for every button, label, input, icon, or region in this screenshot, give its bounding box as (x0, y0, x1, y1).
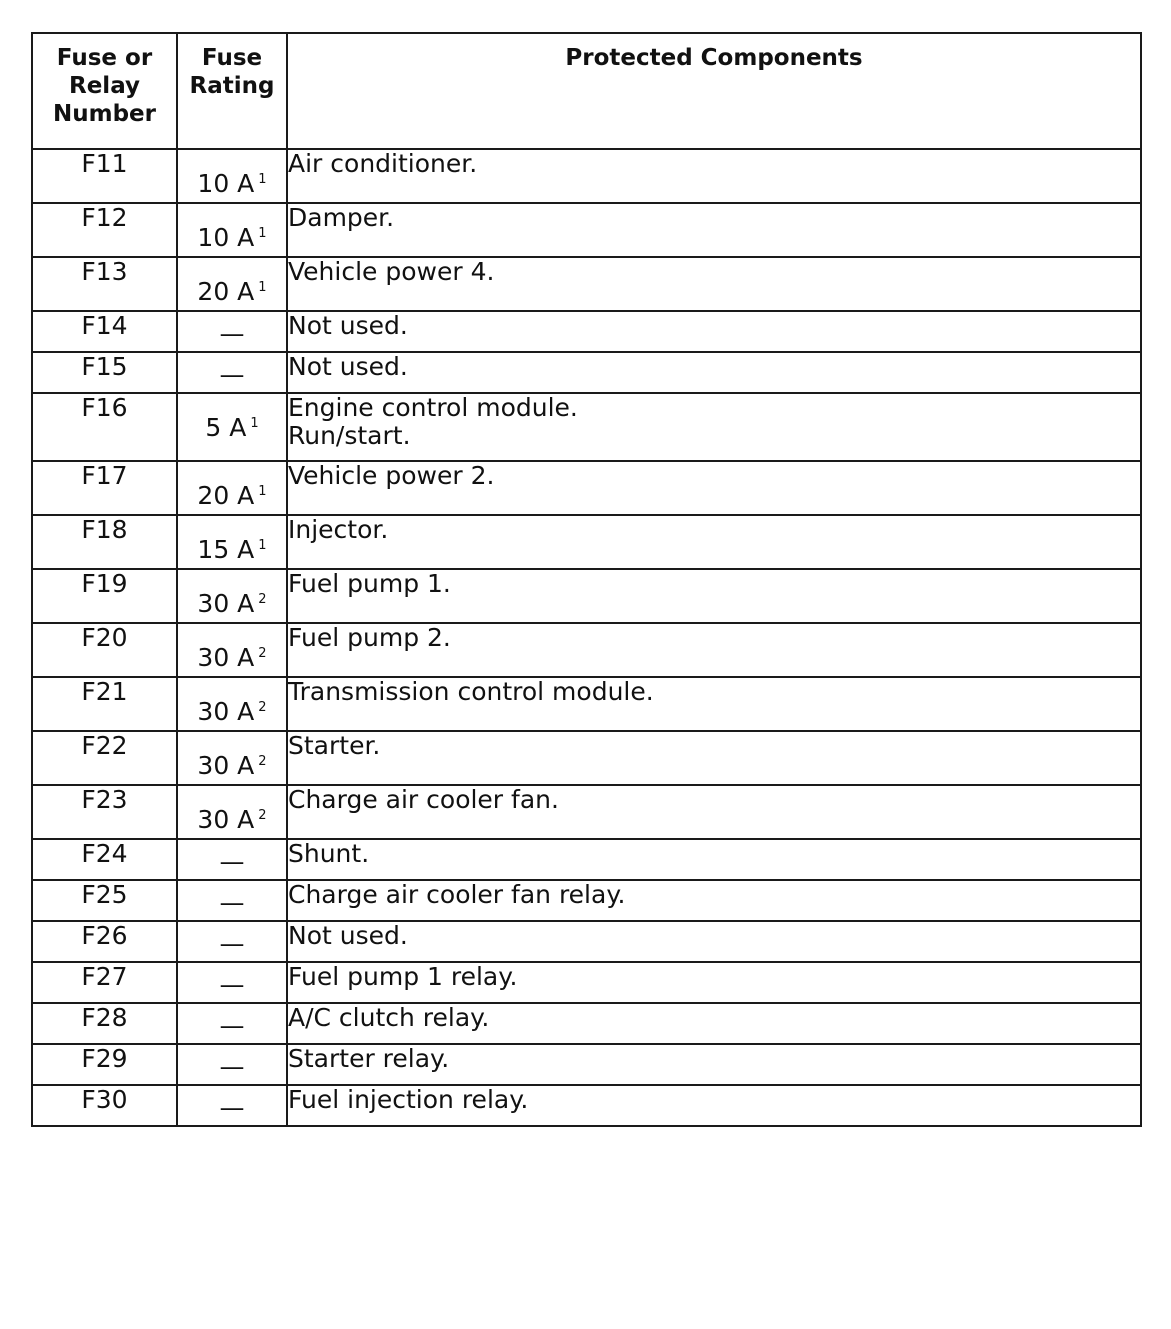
footnote-marker: 1 (258, 484, 267, 499)
protected-components (287, 352, 1141, 393)
fuse-rating: — (219, 319, 245, 348)
protected-components (287, 921, 1141, 962)
header-fuse-number: Fuse or Relay Number (32, 33, 177, 149)
protected-components (287, 203, 1141, 257)
table-row (32, 352, 1141, 393)
fuse-rating-cell (177, 203, 287, 257)
component-line: Not used. (288, 921, 408, 950)
protected-components (287, 731, 1141, 785)
fuse-rating: — (219, 360, 245, 389)
fuse-rating: 30 A (197, 805, 255, 834)
table-row (32, 311, 1141, 352)
fuse-number: F21 (32, 677, 177, 731)
table-row (32, 677, 1141, 731)
protected-components (287, 569, 1141, 623)
fuse-rating-cell (177, 677, 287, 731)
fuse-rating-cell (177, 880, 287, 921)
fuse-rating: — (219, 929, 245, 958)
fuse-number: F26 (32, 921, 177, 962)
fuse-rating-cell (177, 515, 287, 569)
fuse-number: F13 (32, 257, 177, 311)
fuse-rating: 20 A (197, 277, 255, 306)
footnote-marker: 2 (258, 700, 267, 715)
component-line: Charge air cooler fan relay. (288, 880, 626, 909)
component-line: Injector. (288, 515, 389, 544)
table-row (32, 393, 1141, 461)
component-line: Air conditioner. (288, 149, 478, 178)
fuse-number: F17 (32, 461, 177, 515)
protected-components (287, 1085, 1141, 1126)
fuse-table (31, 32, 1142, 1127)
fuse-number: F15 (32, 352, 177, 393)
table-row (32, 839, 1141, 880)
fuse-rating-cell (177, 962, 287, 1003)
table-row (32, 257, 1141, 311)
component-line: Vehicle power 2. (288, 461, 495, 490)
protected-components (287, 149, 1141, 203)
header-protected-components: Protected Components (287, 33, 1141, 149)
fuse-number: F20 (32, 623, 177, 677)
fuse-rating: 10 A (197, 169, 255, 198)
footnote-marker: 2 (258, 754, 267, 769)
component-line: Damper. (288, 203, 395, 232)
fuse-rating: — (219, 888, 245, 917)
footnote-marker: 1 (258, 172, 267, 187)
table-header-row (32, 33, 1141, 149)
fuse-rating-cell (177, 461, 287, 515)
footnote-marker: 2 (258, 646, 267, 661)
table-row (32, 623, 1141, 677)
component-line: Run/start. (288, 421, 411, 450)
fuse-rating: — (219, 847, 245, 876)
protected-components (287, 393, 1141, 461)
fuse-number: F27 (32, 962, 177, 1003)
fuse-number: F23 (32, 785, 177, 839)
footnote-marker: 1 (258, 226, 267, 241)
protected-components (287, 839, 1141, 880)
fuse-rating: — (219, 1093, 245, 1122)
fuse-number: F12 (32, 203, 177, 257)
component-line: Fuel pump 1. (288, 569, 451, 598)
component-line: Fuel pump 1 relay. (288, 962, 518, 991)
fuse-rating: — (219, 970, 245, 999)
fuse-rating-cell (177, 623, 287, 677)
table-row (32, 1044, 1141, 1085)
table-row (32, 149, 1141, 203)
component-line: Not used. (288, 311, 408, 340)
fuse-rating-cell (177, 311, 287, 352)
protected-components (287, 880, 1141, 921)
table-row (32, 515, 1141, 569)
table-row (32, 1085, 1141, 1126)
fuse-rating-cell (177, 149, 287, 203)
protected-components (287, 461, 1141, 515)
fuse-rating-cell (177, 393, 287, 461)
fuse-number: F28 (32, 1003, 177, 1044)
fuse-rating-cell (177, 569, 287, 623)
fuse-rating: 30 A (197, 643, 255, 672)
fuse-rating: 30 A (197, 751, 255, 780)
fuse-rating-cell (177, 352, 287, 393)
fuse-number: F14 (32, 311, 177, 352)
fuse-rating-cell (177, 1085, 287, 1126)
fuse-rating: 30 A (197, 589, 255, 618)
footnote-marker: 1 (258, 538, 267, 553)
fuse-number: F29 (32, 1044, 177, 1085)
fuse-rating: 30 A (197, 697, 255, 726)
fuse-number: F11 (32, 149, 177, 203)
component-line: Vehicle power 4. (288, 257, 495, 286)
component-line: Engine control module. (288, 393, 578, 422)
table-row (32, 785, 1141, 839)
fuse-number: F24 (32, 839, 177, 880)
header-fuse-rating: Fuse Rating (177, 33, 287, 149)
fuse-rating-cell (177, 1003, 287, 1044)
table-row (32, 461, 1141, 515)
table-row (32, 921, 1141, 962)
table-body (32, 149, 1141, 1126)
fuse-rating: 5 A (205, 413, 247, 442)
protected-components (287, 257, 1141, 311)
table-row (32, 203, 1141, 257)
protected-components (287, 311, 1141, 352)
component-line: Not used. (288, 352, 408, 381)
table-row (32, 880, 1141, 921)
component-line: Charge air cooler fan. (288, 785, 559, 814)
fuse-number: F18 (32, 515, 177, 569)
component-line: Starter relay. (288, 1044, 450, 1073)
fuse-rating: 10 A (197, 223, 255, 252)
protected-components (287, 1003, 1141, 1044)
table-row (32, 731, 1141, 785)
footnote-marker: 1 (258, 280, 267, 295)
fuse-rating: — (219, 1052, 245, 1081)
fuse-rating: — (219, 1011, 245, 1040)
protected-components (287, 1044, 1141, 1085)
component-line: Shunt. (288, 839, 370, 868)
component-line: Transmission control module. (288, 677, 654, 706)
component-line: Starter. (288, 731, 381, 760)
table-row (32, 569, 1141, 623)
protected-components (287, 785, 1141, 839)
fuse-rating-cell (177, 257, 287, 311)
fuse-rating-cell (177, 785, 287, 839)
component-line: A/C clutch relay. (288, 1003, 490, 1032)
fuse-number: F30 (32, 1085, 177, 1126)
fuse-number: F25 (32, 880, 177, 921)
fuse-rating-cell (177, 839, 287, 880)
protected-components (287, 623, 1141, 677)
protected-components (287, 962, 1141, 1003)
protected-components (287, 677, 1141, 731)
fuse-rating: 20 A (197, 481, 255, 510)
fuse-rating-cell (177, 1044, 287, 1085)
component-line: Fuel pump 2. (288, 623, 451, 652)
footnote-marker: 2 (258, 592, 267, 607)
footnote-marker: 2 (258, 808, 267, 823)
footnote-marker: 1 (250, 416, 259, 431)
table-row (32, 1003, 1141, 1044)
fuse-number: F22 (32, 731, 177, 785)
component-line: Fuel injection relay. (288, 1085, 529, 1114)
fuse-rating: 15 A (197, 535, 255, 564)
fuse-number: F19 (32, 569, 177, 623)
fuse-rating-cell (177, 731, 287, 785)
fuse-rating-cell (177, 921, 287, 962)
table-row (32, 962, 1141, 1003)
fuse-number: F16 (32, 393, 177, 461)
protected-components (287, 515, 1141, 569)
